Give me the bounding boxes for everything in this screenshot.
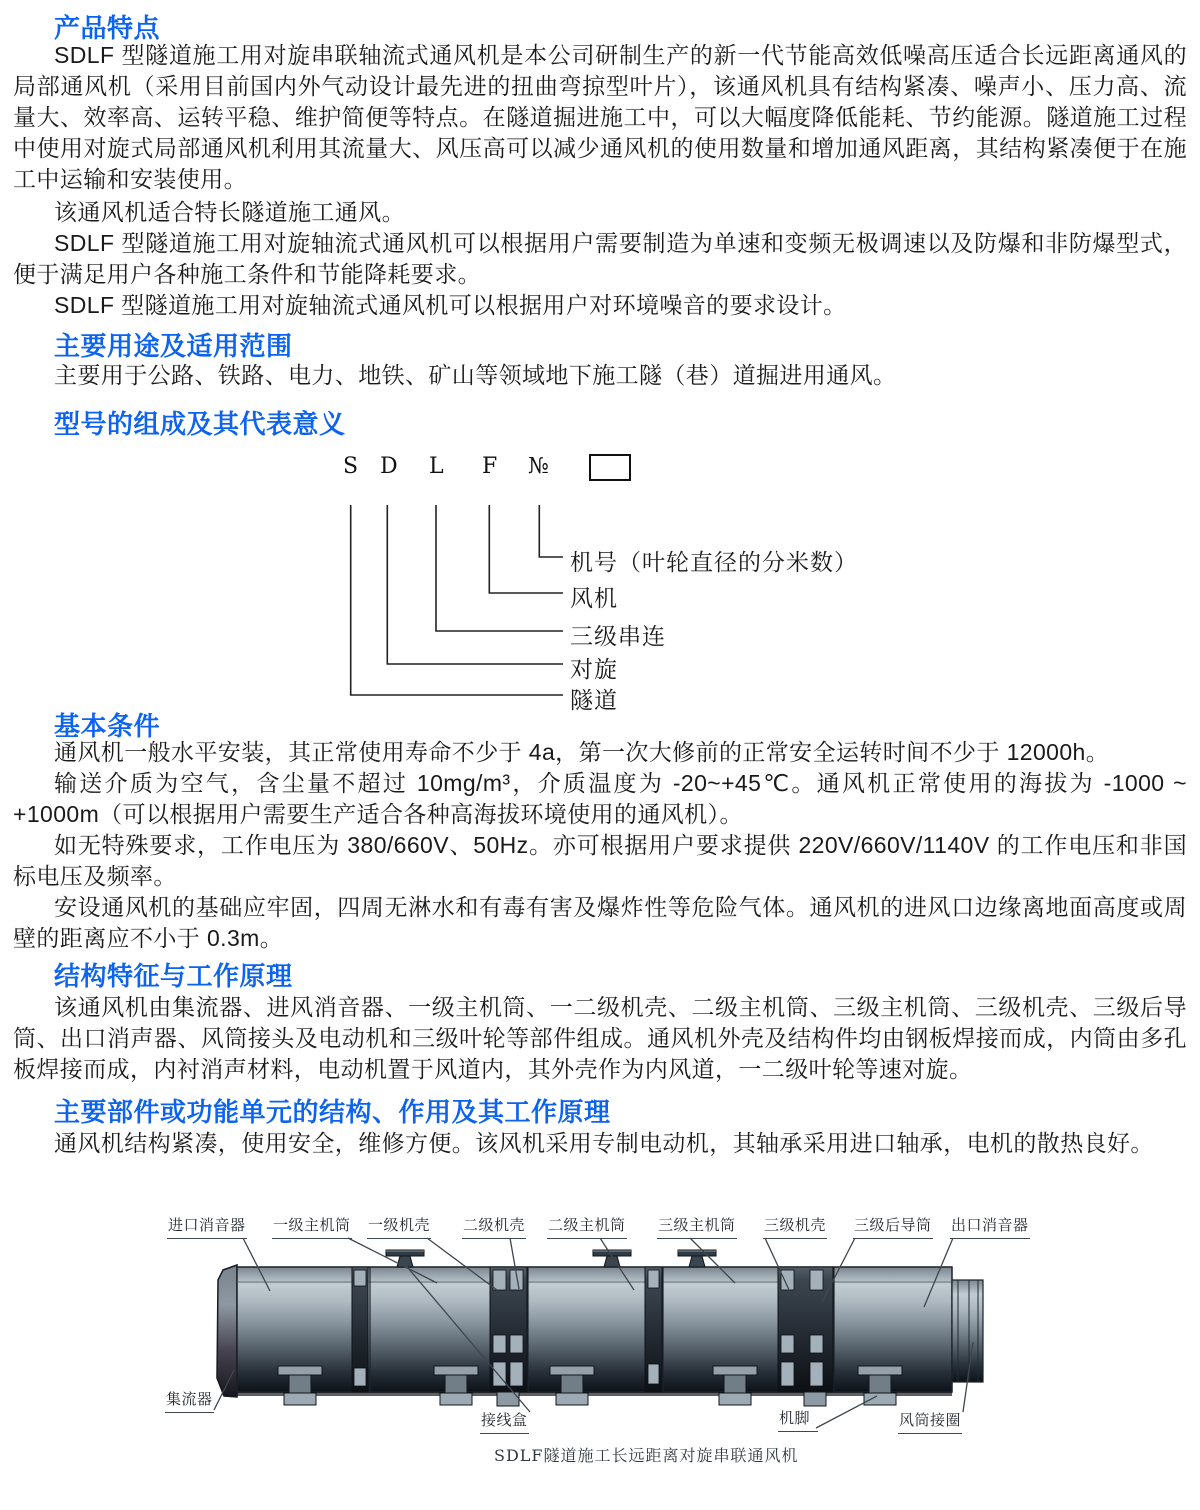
figure-part-label: 三级机壳: [763, 1214, 827, 1239]
paragraph: 通风机一般水平安装，其正常使用寿命不少于 4a，第一次大修前的正常安全运转时间不少于 12000h。: [54, 739, 1110, 765]
paragraph: SDLF 型隧道施工用对旋轴流式通风机可以根据用户需要制造为单速和变频无极调速以及防爆和非防爆型式，便于满足用户各种施工条件和节能降耗要求。: [13, 230, 1187, 287]
figure-caption: SDLF隧道施工长远距离对旋串联通风机: [494, 1446, 799, 1465]
paragraph: 该通风机适合特长隧道施工通风。: [54, 199, 405, 225]
figure-part-label: 三级主机筒: [657, 1214, 737, 1239]
figure-part-label: 一级机壳: [367, 1214, 431, 1239]
model-meaning-label: 隧道: [570, 687, 618, 713]
section-heading-model-code: 型号的组成及其代表意义: [54, 409, 346, 439]
model-meaning-label: 风机: [570, 585, 618, 611]
paragraph: 输送介质为空气，含尘量不超过 10mg/m³，介质温度为 -20~+45℃。通风机正常使用的海拔为 -1000 ~ +1000m（可以根据用户需要生产适合各种高海拔环境使用的通风机）。: [13, 770, 1187, 827]
model-meaning-label: 三级串连: [570, 623, 666, 649]
figure-part-label: 进口消音器: [167, 1214, 247, 1239]
model-code-letter: S: [343, 454, 359, 479]
section-heading-main-parts: 主要部件或功能单元的结构、作用及其工作原理: [54, 1097, 611, 1127]
fan-assembly-figure: [0, 1200, 1200, 1510]
model-code-letter: №: [528, 454, 549, 479]
figure-part-label: 二级机壳: [462, 1214, 526, 1239]
model-code-letter: D: [380, 454, 398, 479]
figure-part-label: 三级后导筒: [853, 1214, 933, 1239]
model-number-box: [590, 455, 630, 480]
paragraph: SDLF 型隧道施工用对旋串联轴流式通风机是本公司研制生产的新一代节能高效低噪高压适合长远距离通风的局部通风机（采用目前国内外气动设计最先进的扭曲弯掠型叶片），该通风机具有结构紧凑、噪声小、压力高、流量大、效率高、运转平稳、维护简便等特点。在隧道掘进施工中，可以大幅度降低能耗、节约能源。隧道施工过程中使用对旋式局部通风机利用其流量大、风压高可以减少通风机的使用数量和增加通风距离，其结构紧凑便于在施工中运输和安装使用。: [13, 42, 1187, 192]
figure-part-label: 集流器: [165, 1388, 214, 1413]
section-heading-applications: 主要用途及适用范围: [54, 331, 293, 361]
model-code-letter: L: [429, 454, 444, 479]
section-heading-basic-conditions: 基本条件: [54, 711, 161, 741]
paragraph: 通风机结构紧凑，使用安全，维修方便。该风机采用专制电动机，其轴承采用进口轴承，电机的散热良好。: [54, 1130, 1154, 1156]
figure-part-label: 接线盒: [480, 1409, 529, 1434]
model-code-letter: F: [482, 454, 498, 479]
section-heading-structure: 结构特征与工作原理: [54, 961, 293, 991]
figure-part-label: 一级主机筒: [272, 1214, 352, 1239]
t-handle-bolts: [386, 1250, 716, 1267]
model-meaning-label: 机号（叶轮直径的分米数）: [570, 549, 858, 575]
figure-part-label: 机脚: [778, 1407, 818, 1432]
duct-ring: [952, 1280, 983, 1382]
paragraph: 安设通风机的基础应牢固，四周无淋水和有毒有害及爆炸性等危险气体。通风机的进风口边缘离地面高度或周壁的距离应不小于 0.3m。: [13, 894, 1187, 951]
figure-part-label: 风筒接圈: [898, 1409, 962, 1434]
paragraph: 如无特殊要求，工作电压为 380/660V、50Hz。亦可根据用户要求提供 220V/660V/1140V 的工作电压和非国标电压及频率。: [13, 832, 1187, 889]
inlet-bell: [217, 1265, 237, 1397]
paragraph: 主要用于公路、铁路、电力、地铁、矿山等领域地下施工隧（巷）道掘进用通风。: [54, 362, 897, 388]
model-meaning-label: 对旋: [570, 656, 618, 682]
paragraph: 该通风机由集流器、进风消音器、一级主机筒、一二级机壳、二级主机筒、三级主机筒、三级机壳、三级后导筒、出口消声器、风筒接头及电动机和三级叶轮等部件组成。通风机外壳及结构件均由钢板焊接而成，内筒由多孔板焊接而成，内衬消声材料，电动机置于风道内，其外壳作为内风道，一二级叶轮等速对旋。: [13, 994, 1187, 1082]
paragraph: SDLF 型隧道施工用对旋轴流式通风机可以根据用户对环境噪音的要求设计。: [54, 292, 847, 318]
model-designation-diagram: [0, 440, 1200, 713]
figure-part-label: 二级主机筒: [547, 1214, 627, 1239]
figure-part-label: 出口消音器: [950, 1214, 1030, 1239]
section-heading-features: 产品特点: [54, 13, 161, 43]
